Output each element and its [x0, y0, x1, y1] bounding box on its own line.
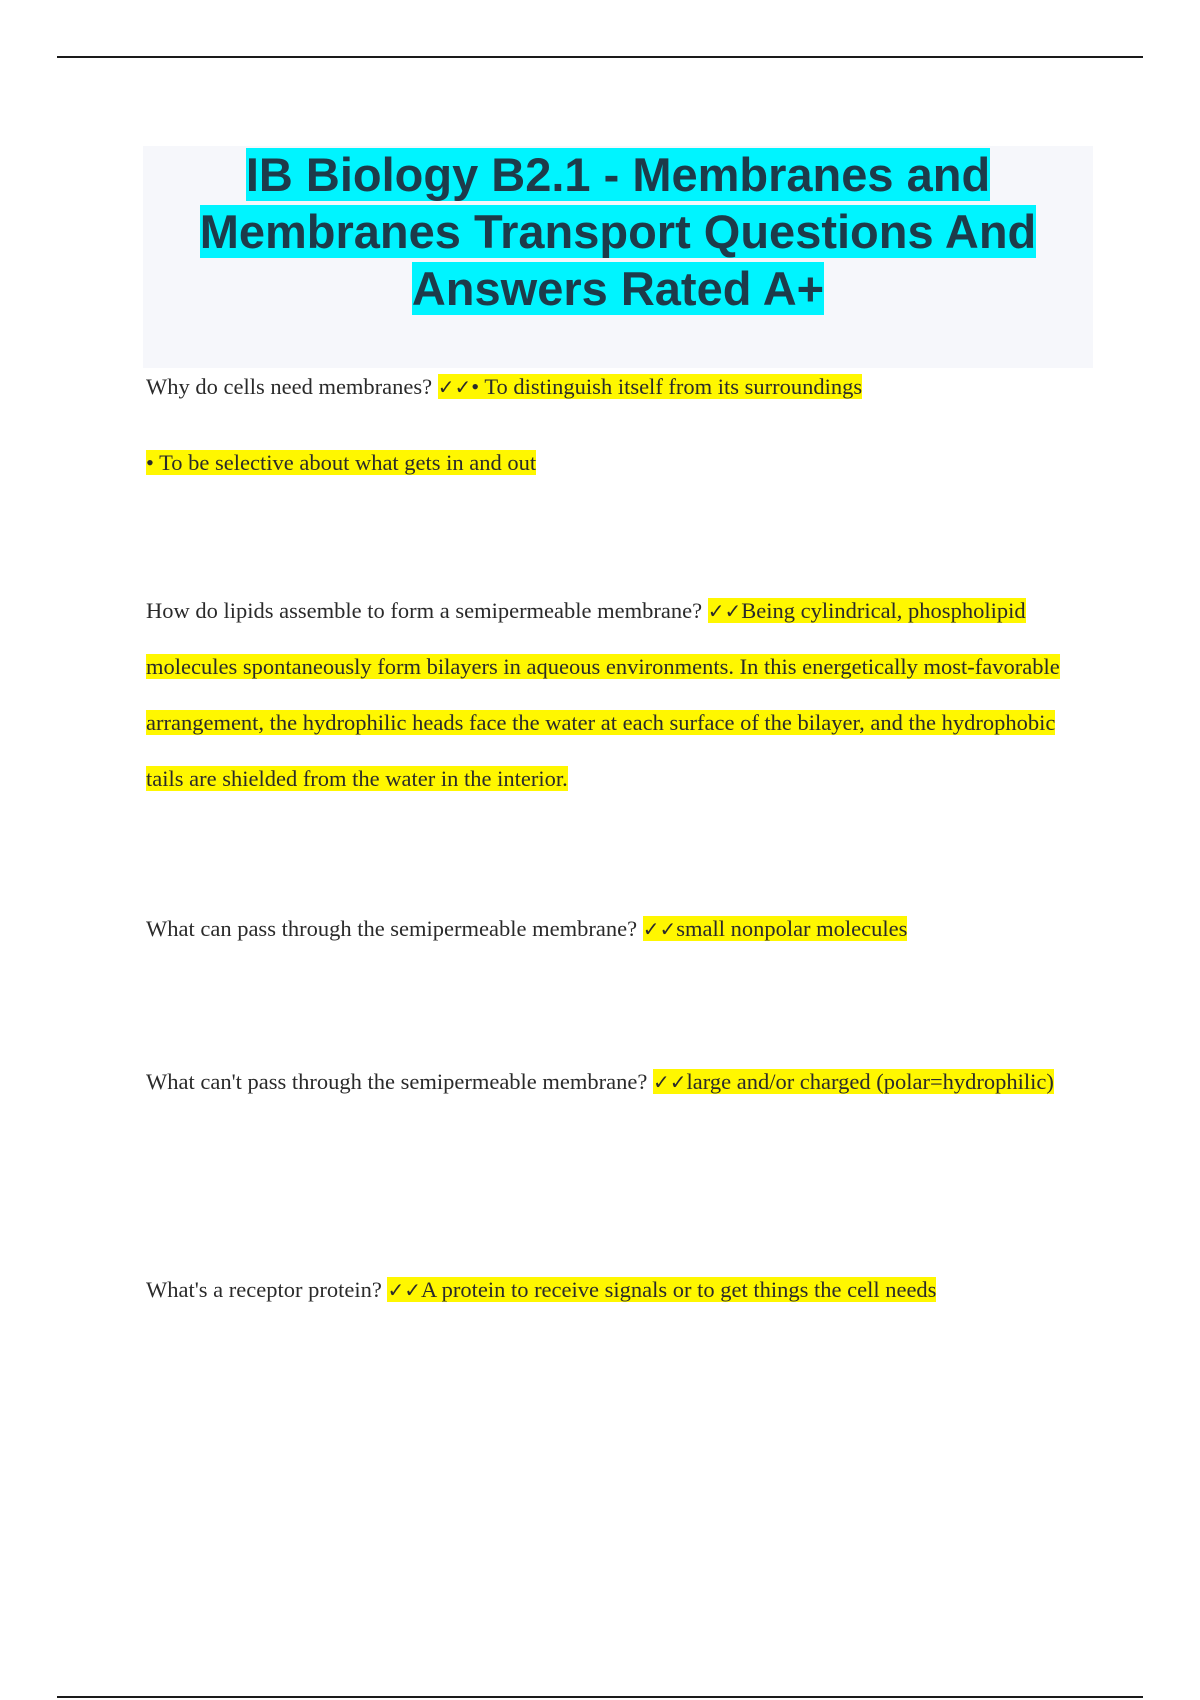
double-check-icon: ✓✓: [707, 599, 742, 623]
answer-text: large and/or charged (polar=hydrophilic): [686, 1069, 1054, 1094]
question-text: What can pass through the semipermeable membrane?: [146, 916, 638, 941]
answer-highlight: [146, 598, 1060, 791]
double-check-icon: ✓✓: [642, 917, 677, 941]
question-text: What can't pass through the semipermeable membrane?: [146, 1069, 648, 1094]
qa-item-4: [146, 1052, 1096, 1112]
double-check-icon: ✓✓: [437, 375, 472, 399]
answer-text: small nonpolar molecules: [676, 916, 908, 941]
answer-text: • To be selective about what gets in and out: [146, 450, 537, 475]
qa-item-1: [146, 357, 1096, 493]
answer-highlight: [653, 1069, 1054, 1094]
double-check-icon: ✓✓: [387, 1278, 421, 1302]
answer-highlight: [438, 374, 862, 399]
qa-item-3: [146, 899, 1096, 959]
double-check-icon: ✓✓: [653, 1070, 687, 1094]
qa-item-2: [146, 583, 1096, 807]
top-rule: [57, 56, 1143, 58]
document-title: IB Biology B2.1 - Membranes and Membranes Transport Questions And Answers Rated A+: [199, 148, 1037, 315]
answer-highlight: [643, 916, 908, 941]
answer-text: • To distinguish itself from its surroundings: [471, 374, 863, 399]
answer-text: Being cylindrical, phospholipid molecules spontaneously form bilayers in aqueous environments. In this energetically most-favorable arrangement, the hydrophilic heads face the water at each surface of the bilayer, and the hydrophobic tails are shielded from the water in the interior.: [146, 598, 1060, 791]
question-text: What's a receptor protein?: [146, 1277, 382, 1302]
qa-item-5: [146, 1260, 1096, 1320]
question-text: How do lipids assemble to form a semipermeable membrane?: [146, 598, 703, 623]
question-text: Why do cells need membranes?: [146, 374, 433, 399]
answer-text: A protein to receive signals or to get things the cell needs: [420, 1277, 937, 1302]
answer-highlight: [387, 1277, 936, 1302]
bottom-rule: [57, 1696, 1143, 1698]
